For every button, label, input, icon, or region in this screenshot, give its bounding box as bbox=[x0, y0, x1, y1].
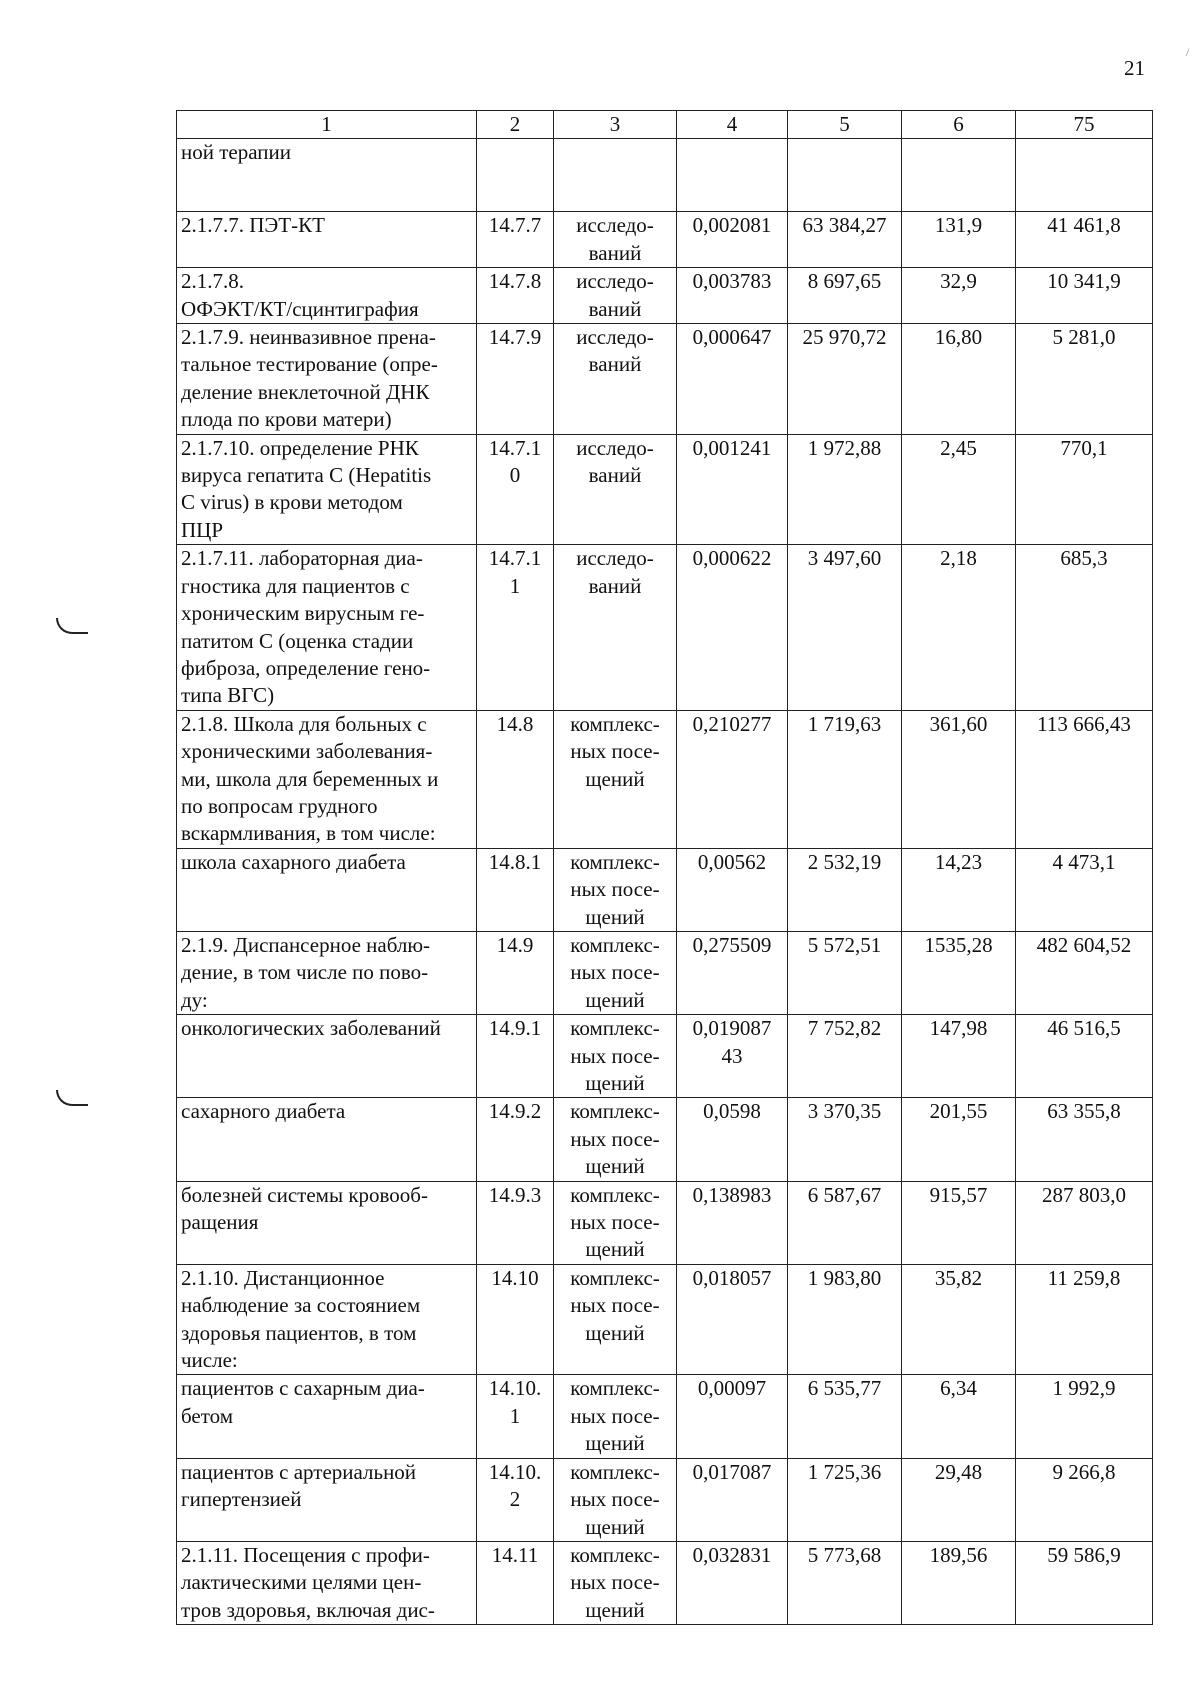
table-row bbox=[177, 1098, 1153, 1181]
row-value-cell bbox=[902, 139, 1016, 212]
row-value-cell: 5 572,51 bbox=[788, 931, 902, 1014]
row-description-cell: пациентов с сахарным диа- бетом bbox=[177, 1375, 477, 1458]
row-value-cell: 361,60 bbox=[902, 710, 1016, 848]
row-code-cell: 14.7.8 bbox=[477, 268, 554, 324]
row-value-cell: 0,000622 bbox=[677, 545, 788, 710]
row-value-cell: 0,000647 bbox=[677, 324, 788, 435]
row-value-cell: 3 497,60 bbox=[788, 545, 902, 710]
row-value-cell: 0,019087 43 bbox=[677, 1015, 788, 1098]
row-value-cell: 482 604,52 bbox=[1016, 931, 1153, 1014]
row-unit-cell: комплекс- ных посе- щений bbox=[554, 1541, 677, 1624]
row-unit-cell: комплекс- ных посе- щений bbox=[554, 1015, 677, 1098]
row-code-cell: 14.8 bbox=[477, 710, 554, 848]
row-unit-cell: исследо- ваний bbox=[554, 434, 677, 545]
row-unit-cell: комплекс- ных посе- щений bbox=[554, 1264, 677, 1375]
row-description-cell: 2.1.8. Школа для больных с хроническими заболевания- ми, школа для беременных и по вопросам грудного вскармливания, в том числе: bbox=[177, 710, 477, 848]
row-code-cell: 14.7.1 1 bbox=[477, 545, 554, 710]
page-number: 21 bbox=[1124, 56, 1145, 80]
row-value-cell: 0,275509 bbox=[677, 931, 788, 1014]
row-value-cell: 5 773,68 bbox=[788, 1541, 902, 1624]
row-value-cell: 1 972,88 bbox=[788, 434, 902, 545]
row-code-cell: 14.10 bbox=[477, 1264, 554, 1375]
margin-bracket-mark bbox=[56, 618, 88, 634]
row-value-cell: 16,80 bbox=[902, 324, 1016, 435]
row-value-cell: 0,002081 bbox=[677, 212, 788, 268]
row-code-cell: 14.11 bbox=[477, 1541, 554, 1624]
row-value-cell: 0,138983 bbox=[677, 1181, 788, 1264]
column-header: 3 bbox=[554, 111, 677, 139]
row-unit-cell: комплекс- ных посе- щений bbox=[554, 1375, 677, 1458]
row-code-cell: 14.9.1 bbox=[477, 1015, 554, 1098]
row-code-cell bbox=[477, 139, 554, 212]
row-description-cell: 2.1.7.8. ОФЭКТ/КТ/сцинтиграфия bbox=[177, 268, 477, 324]
row-unit-cell: исследо- ваний bbox=[554, 212, 677, 268]
row-unit-cell: комплекс- ных посе- щений bbox=[554, 710, 677, 848]
table-body bbox=[177, 139, 1153, 1625]
row-value-cell: 770,1 bbox=[1016, 434, 1153, 545]
table-row bbox=[177, 931, 1153, 1014]
row-value-cell: 10 341,9 bbox=[1016, 268, 1153, 324]
row-code-cell: 14.9 bbox=[477, 931, 554, 1014]
row-value-cell: 685,3 bbox=[1016, 545, 1153, 710]
row-description-cell: болезней системы кровооб- ращения bbox=[177, 1181, 477, 1264]
row-value-cell: 189,56 bbox=[902, 1541, 1016, 1624]
row-value-cell: 2 532,19 bbox=[788, 848, 902, 931]
table-row bbox=[177, 1458, 1153, 1541]
row-unit-cell: комплекс- ных посе- щений bbox=[554, 931, 677, 1014]
row-description-cell: сахарного диабета bbox=[177, 1098, 477, 1181]
column-header: 2 bbox=[477, 111, 554, 139]
row-value-cell: 147,98 bbox=[902, 1015, 1016, 1098]
row-value-cell: 5 281,0 bbox=[1016, 324, 1153, 435]
row-value-cell: 32,9 bbox=[902, 268, 1016, 324]
row-value-cell: 2,45 bbox=[902, 434, 1016, 545]
table-row bbox=[177, 1541, 1153, 1624]
row-value-cell: 1 983,80 bbox=[788, 1264, 902, 1375]
table-row bbox=[177, 1264, 1153, 1375]
table-row bbox=[177, 1375, 1153, 1458]
row-code-cell: 14.8.1 bbox=[477, 848, 554, 931]
row-unit-cell: комплекс- ных посе- щений bbox=[554, 1181, 677, 1264]
edge-mark: / bbox=[1186, 45, 1190, 59]
table-row bbox=[177, 848, 1153, 931]
row-description-cell: 2.1.7.7. ПЭТ-КТ bbox=[177, 212, 477, 268]
row-description-cell: 2.1.11. Посещения с профи- лактическими целями цен- тров здоровья, включая дис- bbox=[177, 1541, 477, 1624]
row-description-cell: онкологических заболеваний bbox=[177, 1015, 477, 1098]
row-description-cell: 2.1.10. Дистанционное наблюдение за состоянием здоровья пациентов, в том числе: bbox=[177, 1264, 477, 1375]
tariff-table bbox=[176, 110, 1153, 1625]
row-unit-cell: исследо- ваний bbox=[554, 545, 677, 710]
row-value-cell: 0,00097 bbox=[677, 1375, 788, 1458]
row-code-cell: 14.7.7 bbox=[477, 212, 554, 268]
table-row bbox=[177, 268, 1153, 324]
row-unit-cell: комплекс- ных посе- щений bbox=[554, 1458, 677, 1541]
row-value-cell: 4 473,1 bbox=[1016, 848, 1153, 931]
row-description-cell: школа сахарного диабета bbox=[177, 848, 477, 931]
row-value-cell: 46 516,5 bbox=[1016, 1015, 1153, 1098]
row-code-cell: 14.9.3 bbox=[477, 1181, 554, 1264]
column-header: 6 bbox=[902, 111, 1016, 139]
row-value-cell: 0,210277 bbox=[677, 710, 788, 848]
row-value-cell: 1 725,36 bbox=[788, 1458, 902, 1541]
row-description-cell: 2.1.7.9. неинвазивное прена- тальное тестирование (опре- деление внеклеточной ДНК плода по крови матери) bbox=[177, 324, 477, 435]
row-value-cell: 2,18 bbox=[902, 545, 1016, 710]
table-row bbox=[177, 434, 1153, 545]
row-value-cell bbox=[677, 139, 788, 212]
table-row bbox=[177, 1015, 1153, 1098]
row-code-cell: 14.9.2 bbox=[477, 1098, 554, 1181]
row-value-cell bbox=[1016, 139, 1153, 212]
row-unit-cell: комплекс- ных посе- щений bbox=[554, 1098, 677, 1181]
row-value-cell: 6 535,77 bbox=[788, 1375, 902, 1458]
row-value-cell: 0,0598 bbox=[677, 1098, 788, 1181]
row-value-cell: 113 666,43 bbox=[1016, 710, 1153, 848]
row-unit-cell: исследо- ваний bbox=[554, 324, 677, 435]
row-value-cell: 0,003783 bbox=[677, 268, 788, 324]
row-unit-cell bbox=[554, 139, 677, 212]
row-value-cell: 14,23 bbox=[902, 848, 1016, 931]
row-value-cell: 11 259,8 bbox=[1016, 1264, 1153, 1375]
row-value-cell: 0,00562 bbox=[677, 848, 788, 931]
margin-bracket-mark bbox=[56, 1090, 88, 1106]
table-header-row bbox=[177, 111, 1153, 139]
row-value-cell: 25 970,72 bbox=[788, 324, 902, 435]
column-header: 4 bbox=[677, 111, 788, 139]
row-value-cell: 1 719,63 bbox=[788, 710, 902, 848]
table-row bbox=[177, 324, 1153, 435]
row-code-cell: 14.7.1 0 bbox=[477, 434, 554, 545]
row-value-cell: 8 697,65 bbox=[788, 268, 902, 324]
row-value-cell: 6 587,67 bbox=[788, 1181, 902, 1264]
row-code-cell: 14.10. 1 bbox=[477, 1375, 554, 1458]
row-value-cell: 915,57 bbox=[902, 1181, 1016, 1264]
row-value-cell: 1535,28 bbox=[902, 931, 1016, 1014]
table-row bbox=[177, 212, 1153, 268]
row-value-cell: 287 803,0 bbox=[1016, 1181, 1153, 1264]
row-value-cell: 1 992,9 bbox=[1016, 1375, 1153, 1458]
row-description-cell: 2.1.7.11. лабораторная диа- гностика для пациентов с хроническим вирусным ге- патитом С (оценка стадии фиброза, определение гено- типа ВГС) bbox=[177, 545, 477, 710]
row-description-cell: 2.1.7.10. определение РНК вируса гепатита С (Hepatitis C virus) в крови методом ПЦР bbox=[177, 434, 477, 545]
row-value-cell: 0,001241 bbox=[677, 434, 788, 545]
row-value-cell: 63 355,8 bbox=[1016, 1098, 1153, 1181]
row-value-cell: 9 266,8 bbox=[1016, 1458, 1153, 1541]
row-value-cell: 7 752,82 bbox=[788, 1015, 902, 1098]
row-unit-cell: комплекс- ных посе- щений bbox=[554, 848, 677, 931]
row-description-cell: 2.1.9. Диспансерное наблю- дение, в том числе по пово- ду: bbox=[177, 931, 477, 1014]
table-row bbox=[177, 1181, 1153, 1264]
column-header: 75 bbox=[1016, 111, 1153, 139]
row-value-cell bbox=[788, 139, 902, 212]
column-header: 1 bbox=[177, 111, 477, 139]
row-value-cell: 3 370,35 bbox=[788, 1098, 902, 1181]
row-value-cell: 131,9 bbox=[902, 212, 1016, 268]
row-value-cell: 0,018057 bbox=[677, 1264, 788, 1375]
table-row bbox=[177, 710, 1153, 848]
row-value-cell: 41 461,8 bbox=[1016, 212, 1153, 268]
row-value-cell: 201,55 bbox=[902, 1098, 1016, 1181]
table-row bbox=[177, 545, 1153, 710]
column-header: 5 bbox=[788, 111, 902, 139]
row-code-cell: 14.7.9 bbox=[477, 324, 554, 435]
row-value-cell: 29,48 bbox=[902, 1458, 1016, 1541]
table-row bbox=[177, 139, 1153, 212]
row-description-cell: пациентов с артериальной гипертензией bbox=[177, 1458, 477, 1541]
row-code-cell: 14.10. 2 bbox=[477, 1458, 554, 1541]
row-value-cell: 59 586,9 bbox=[1016, 1541, 1153, 1624]
row-value-cell: 0,017087 bbox=[677, 1458, 788, 1541]
row-unit-cell: исследо- ваний bbox=[554, 268, 677, 324]
row-value-cell: 6,34 bbox=[902, 1375, 1016, 1458]
row-description-cell: ной терапии bbox=[177, 139, 477, 212]
row-value-cell: 63 384,27 bbox=[788, 212, 902, 268]
row-value-cell: 35,82 bbox=[902, 1264, 1016, 1375]
row-value-cell: 0,032831 bbox=[677, 1541, 788, 1624]
